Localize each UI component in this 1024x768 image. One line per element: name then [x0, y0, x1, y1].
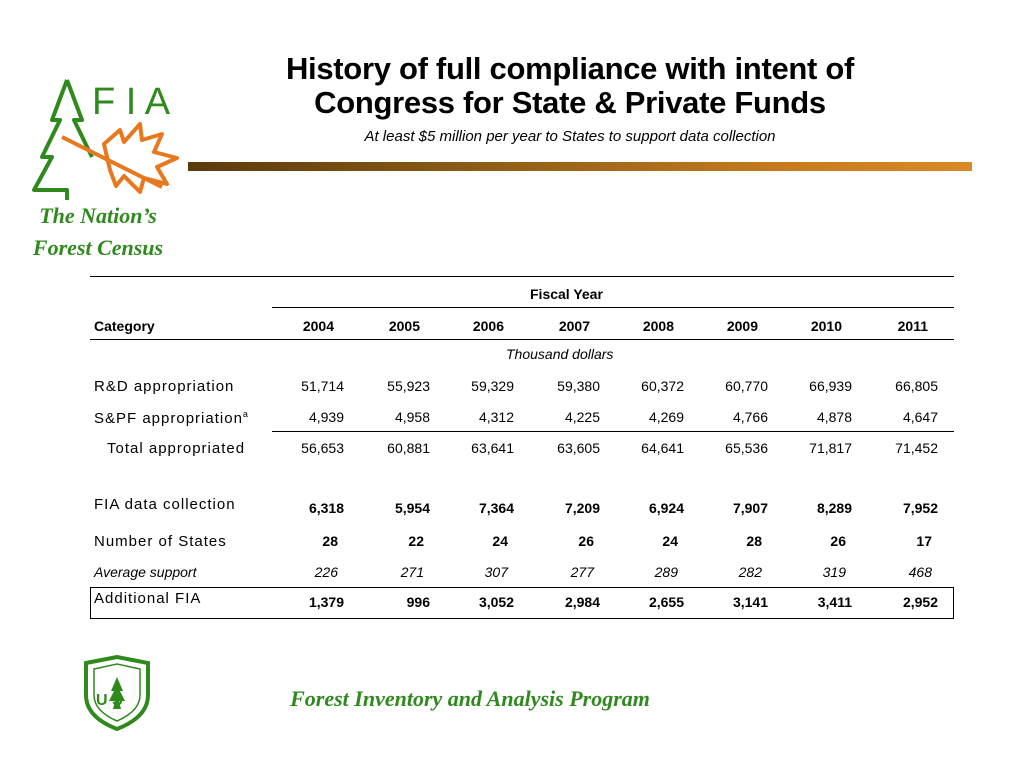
table-cell: 17	[916, 533, 932, 549]
table-cell: 4,269	[648, 409, 684, 425]
table-cell: 66,939	[809, 378, 852, 394]
funding-table	[90, 276, 954, 619]
table-cell: 63,605	[557, 440, 600, 456]
subtotal-rule	[272, 431, 954, 432]
table-cell: 2,952	[902, 594, 938, 610]
table-cell: 2,984	[564, 594, 600, 610]
table-cell: 277	[570, 564, 594, 580]
table-cell: 22	[408, 533, 424, 549]
title-line2: Congress for State & Private Funds	[314, 85, 826, 120]
row-label-text: S&PF appropriation	[94, 410, 243, 427]
slide-subtitle: At least $5 million per year to States to support data collection	[364, 128, 776, 145]
row-label	[94, 409, 249, 427]
fiscal-year-header: Fiscal Year	[530, 286, 603, 302]
tree-outline	[34, 80, 67, 200]
slide-title	[200, 52, 940, 120]
table-cell: 4,939	[308, 409, 344, 425]
footer-program: Forest Inventory and Analysis Program	[290, 686, 650, 711]
table-cell: 468	[908, 564, 932, 580]
table-cell: 289	[654, 564, 678, 580]
table-cell: 24	[662, 533, 678, 549]
table-cell: 7,907	[732, 500, 768, 516]
row-label	[107, 440, 245, 457]
table-cell: 4,647	[902, 409, 938, 425]
row-label	[94, 378, 234, 395]
table-cell: 4,958	[394, 409, 430, 425]
table-top-rule	[90, 276, 954, 277]
row-label	[94, 590, 201, 607]
fia-letters: F I A	[92, 81, 171, 123]
table-cell: 7,952	[902, 500, 938, 516]
table-cell: 56,653	[301, 440, 344, 456]
tagline-line2: Forest Census	[32, 235, 164, 260]
row-label-text: Average support	[94, 564, 197, 580]
table-cell: 28	[746, 533, 762, 549]
table-cell: 4,225	[564, 409, 600, 425]
table-cell: 4,766	[732, 409, 768, 425]
table-cell: 60,372	[641, 378, 684, 394]
tagline-line1: The Nation’s	[39, 203, 157, 228]
units-label: Thousand dollars	[506, 346, 614, 362]
table-cell: 6,924	[648, 500, 684, 516]
year-header: 2008	[642, 318, 674, 334]
year-header: 2009	[726, 318, 758, 334]
header-bottom-rule	[90, 339, 954, 340]
year-header: 2010	[810, 318, 842, 334]
table-cell: 26	[578, 533, 594, 549]
table-cell: 71,452	[895, 440, 938, 456]
table-cell: 5,954	[394, 500, 430, 516]
leaf-outline	[104, 124, 177, 192]
table-cell: 63,641	[471, 440, 514, 456]
row-label-text: Number of States	[94, 533, 227, 550]
table-cell: 51,714	[301, 378, 344, 394]
table-cell: 26	[830, 533, 846, 549]
footnote-marker: a	[242, 409, 249, 419]
year-header: 2004	[302, 318, 334, 334]
table-cell: 59,380	[557, 378, 600, 394]
category-header: Category	[94, 318, 155, 334]
table-cell: 6,318	[308, 500, 344, 516]
row-label-text: Additional FIA	[94, 590, 202, 607]
table-cell: 71,817	[809, 440, 852, 456]
table-cell: 7,209	[564, 500, 600, 516]
table-cell: 60,770	[725, 378, 768, 394]
fiscal-year-rule	[272, 307, 954, 308]
table-cell: 7,364	[478, 500, 514, 516]
table-cell: 271	[400, 564, 424, 580]
year-header: 2005	[388, 318, 420, 334]
row-label	[94, 496, 236, 513]
table-cell: 8,289	[816, 500, 852, 516]
forest-service-shield	[80, 655, 154, 731]
table-cell: 66,805	[895, 378, 938, 394]
fia-logo	[12, 72, 192, 202]
table-cell: 65,536	[725, 440, 768, 456]
table-cell: 3,411	[817, 594, 852, 610]
table-cell: 319	[822, 564, 846, 580]
table-cell: 4,878	[816, 409, 852, 425]
table-cell: 2,655	[648, 594, 684, 610]
row-label-text: Total appropriated	[107, 440, 246, 457]
year-header: 2006	[472, 318, 504, 334]
table-cell: 282	[738, 564, 762, 580]
table-cell: 28	[322, 533, 338, 549]
table-cell: 60,881	[387, 440, 430, 456]
row-label	[94, 533, 227, 550]
table-cell: 59,329	[471, 378, 514, 394]
row-label-text: R&D appropriation	[94, 378, 235, 395]
table-cell: 307	[484, 564, 508, 580]
tagline	[8, 200, 188, 264]
table-cell: 3,141	[732, 594, 768, 610]
title-divider	[188, 162, 972, 171]
title-line1: History of full compliance with intent of	[285, 51, 855, 86]
row-label	[94, 564, 196, 580]
table-cell: 24	[492, 533, 508, 549]
table-cell: 1,379	[308, 594, 344, 610]
shield-letters: U S	[96, 692, 123, 709]
table-cell: 55,923	[387, 378, 430, 394]
table-cell: 226	[314, 564, 338, 580]
year-header: 2011	[897, 318, 928, 334]
table-cell: 3,052	[478, 594, 514, 610]
table-cell: 4,312	[478, 409, 514, 425]
table-cell: 996	[406, 594, 430, 610]
table-cell: 64,641	[641, 440, 684, 456]
year-header: 2007	[558, 318, 590, 334]
row-label-text: FIA data collection	[94, 496, 236, 513]
